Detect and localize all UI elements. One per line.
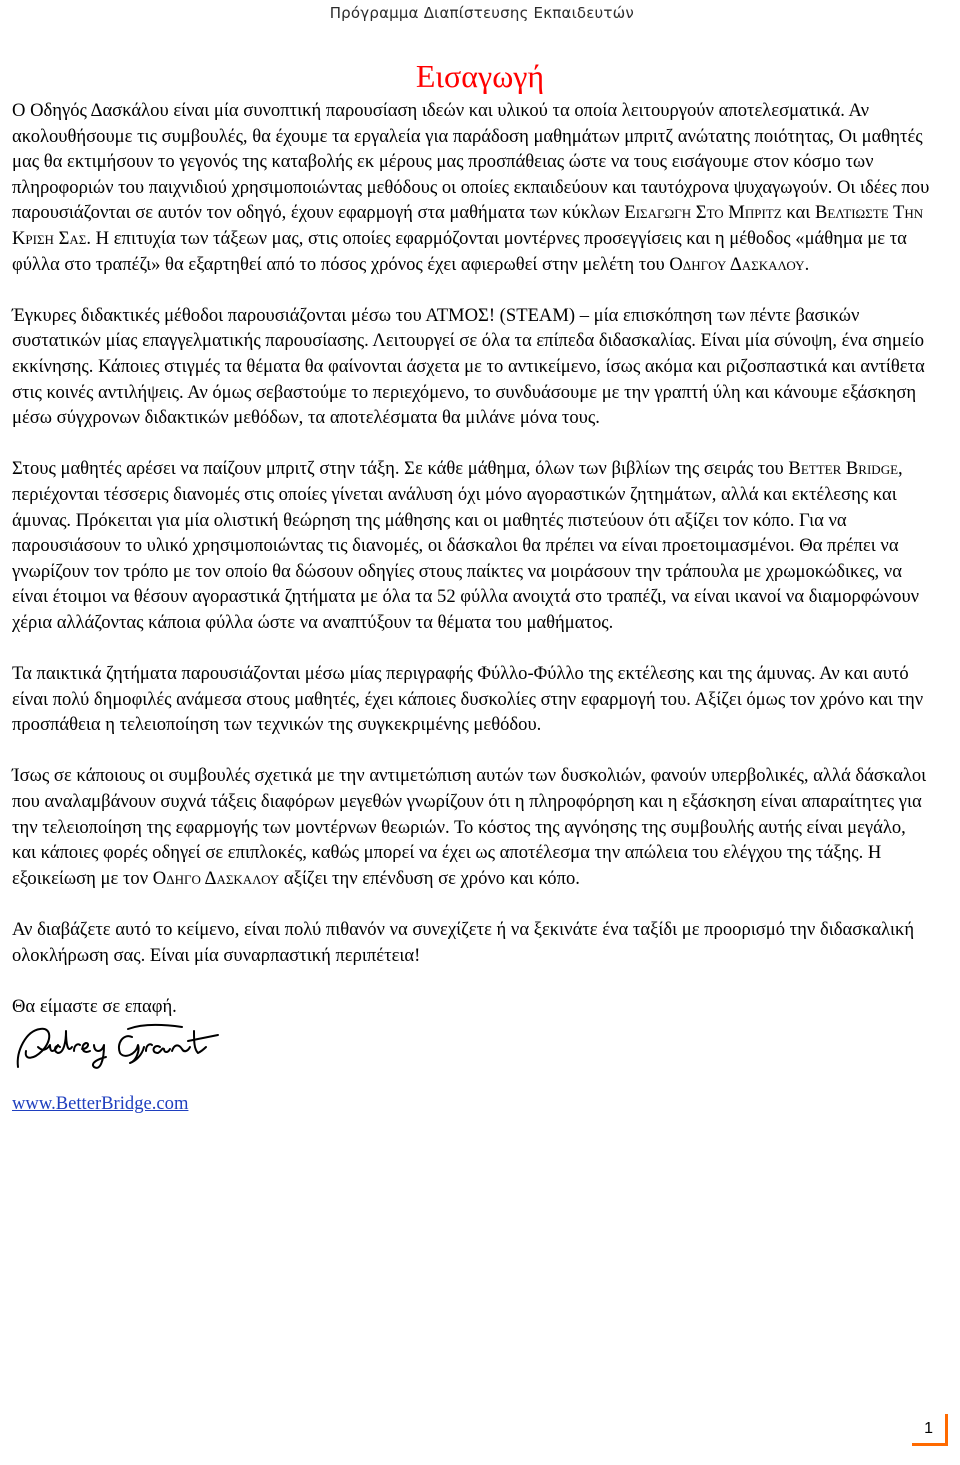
paragraph-5 (12, 763, 932, 891)
signature-image (12, 1021, 222, 1073)
paragraph-3 (12, 456, 932, 635)
series-name: Better Bridge (788, 458, 899, 480)
guide-name-2: Οδηγο Δασκαλου (152, 867, 280, 889)
paragraph-5-text-b: αξίζει την επένδυση σε χρόνο και κόπο. (279, 867, 580, 889)
paragraph-3-text: Στους μαθητές αρέσει να παίζουν μπριτζ στην τάξη. Σε κάθε μάθημα, όλων των βιβλίων της σειράς του (12, 458, 789, 480)
running-header: Πρόγραμμα Διαπίστευσης Εκπαιδευτών (329, 4, 634, 22)
paragraph-2: Έγκυρες διδακτικές μέθοδοι παρουσιάζονται μέσω του ΑΤΜΟΣ! (STEAM) – μία επισκόπηση των πέντε βασικών συστατικών μίας επαγγελματικής παρουσίασης. Λειτουργεί σε όλα τα επίπεδα διδασκαλίας. Είναι μία σύνοψη, ένα σημείο εκκίνησης. Κάποιες στιγμές τα θέματα θα φαίνονται άσχετα με το αντικείμενο, ίσως ακόμα και ριζοσπαστικά και αντίθετα στις κοινές αντιλήψεις. Αν όμως σεβαστούμε το περιεχόμενο, το συνδυάσουμε με την γραπτή ύλη και κάνουμε εξάσκηση μέσω σύγχρονων διδακτικών μεθόδων, τα αποτελέσματα θα μιλάνε μόνα τους. (12, 304, 925, 429)
paragraph-5-text: Ίσως σε κάποιους οι συμβουλές σχετικά με την αντιμετώπιση αυτών των δυσκολιών, φανούν υπερβολικές, αλλά δάσκαλοι που αναλαμβάνουν συχνά τάξεις διαφόρων μεγεθών γνωρίζουν ότι η πληροφόρηση και η εξάσκηση είναι απαραίτητες για την τελειοποίηση της εφαρμογής των μοντέρνων θεωριών. Το κόστος της αγνόησης της συμβουλής αυτής είναι μεγάλο, και κάποιες φορές οδηγεί σε επιπλοκές, καθώς μπορεί να έχει ως αποτέλεσμα την απώλεια του ελέγχου της τάξης. Η εξοικείωση με τον (12, 765, 927, 889)
paragraph-1-end: . (804, 253, 810, 275)
course-name-improve: Βελτιωστε Την Κριση Σας (12, 202, 924, 249)
paragraph-3-text-b: , περιέχονται τέσσερις διανομές στις οποίες γίνεται ανάλυση όχι μόνο αγοραστικών ζητημάτων, αλλά και εκτέλεσης και άμυνας. Πρόκειται για μία ολιστική θεώρηση της μάθησης και οι μαθητές πιστεύουν ότι αξίζει τον κόπο. Για να παρουσιάσουν το υλικό χρησιμοποιώντας τις διανομές, οι δάσκαλοι θα πρέπει να είναι προετοιμασμένοι. Θα πρέπει να γνωρίζουν τον τρόπο με τον οποίο θα δώσουν οδηγίες στους παίκτες να μοιράσουν την τράπουλα με χρωμοκώδικες, να είναι έτοιμοι να θέσουν αγοραστικά ζητήματα με όλα τα 52 φύλλα ανοιχτά στο τραπέζι, να είναι ικανοί να διαμορφώνουν χέρια αλλάζοντας κάποια φύλλα ώστε να αναπτύξουν τα θέματα του μαθήματος. (12, 458, 920, 633)
document-body (12, 98, 932, 1117)
conjunction-text: και (781, 202, 815, 224)
paragraph-6: Αν διαβάζετε αυτό το κείμενο, είναι πολύ πιθανόν να συνεχίζετε ή να ξεκινάτε ένα ταξίδι με προορισμό την διδασκαλική ολοκλήρωση σας. Είναι μία συναρπαστική περιπέτεια! (12, 919, 915, 966)
paragraph-4: Τα παικτικά ζητήματα παρουσιάζονται μέσω μίας περιγραφής Φύλλο-Φύλλο της εκτέλεσης και της άμυνας. Αν και αυτό είναι πολύ δημοφιλές ανάμεσα στους μαθητές, έχει κάποιες δυσκολίες στην εφαρμογή του. Αξίζει όμως τον χρόνο και την προσπάθεια η τελειοποίηση των τεχνικών της συγκεκριμένης μεθόδου. (12, 663, 924, 736)
paragraph-1-text-b: . Η επιτυχία των τάξεων μας, στις οποίες εφαρμόζονται μοντέρνες προσεγγίσεις και η μέθοδος «μάθημα με τα φύλλα στο τραπέζι» θα εξαρτηθεί από το πόσος χρόνος έχει αφιερωθεί στην μελέτη του (12, 227, 907, 275)
paragraph-1-text: Ο Οδηγός Δασκάλου είναι μία συνοπτική παρουσίαση ιδεών και υλικού τα οποία λειτουργούν αποτελεσματικά. Αν ακολουθήσουμε τις συμβουλές, θα έχουμε τα εργαλεία για παράδοση μαθημάτων μπριτζ ανώτατης ποιότητας, Οι μαθητές μας θα εκτιμήσουν το γεγονός της καταβολής εκ μέρους μας προσπάθειας ώστε να τους εισάγουμε στον κόσμο των πληροφοριών του παιχνιδιού χρησιμοποιώντας μεθόδους οι οποίες εκπαιδεύουν και ταυτόχρονα ψυχαγωγούν. Οι ιδέες που παρουσιάζονται σε αυτόν τον οδηγό, έχουν εφαρμογή στα μαθήματα των κύκλων (12, 100, 930, 224)
page-number: 1 (912, 1414, 948, 1446)
website-link[interactable]: www.BetterBridge.com (12, 1093, 189, 1115)
page-title: Εισαγωγή (415, 58, 545, 94)
paragraph-1 (12, 98, 932, 277)
closing-line: Θα είμαστε σε επαφή. (12, 995, 177, 1017)
guide-name: Οδηγου Δασκαλου (669, 253, 805, 275)
course-name-intro: Εισαγωγη Στο Μπριτζ (624, 202, 782, 224)
